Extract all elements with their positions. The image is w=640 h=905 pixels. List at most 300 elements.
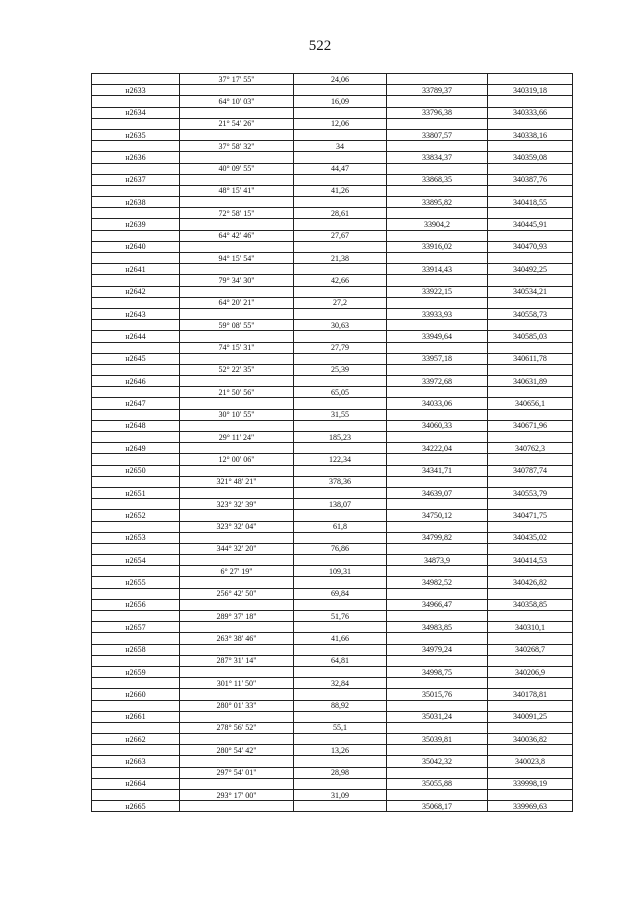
segment-row	[92, 476, 573, 487]
direction-angle-cell	[180, 555, 294, 566]
segment-length-cell	[294, 689, 387, 700]
point-cell	[92, 141, 180, 152]
x-coordinate-cell: 34639,07	[387, 487, 488, 498]
point-cell: н2634	[92, 107, 180, 118]
point-cell	[92, 297, 180, 308]
point-cell	[92, 521, 180, 532]
point-cell	[92, 700, 180, 711]
segment-length-cell: 24,06	[294, 74, 387, 85]
segment-length-cell: 27,67	[294, 230, 387, 241]
direction-angle-cell	[180, 85, 294, 96]
segment-row	[92, 387, 573, 398]
x-coordinate-cell	[387, 678, 488, 689]
y-coordinate-cell: 340470,93	[488, 241, 573, 252]
direction-angle-cell	[180, 801, 294, 812]
direction-angle-cell: 301° 11' 50"	[180, 678, 294, 689]
direction-angle-cell	[180, 129, 294, 140]
x-coordinate-cell: 34983,85	[387, 622, 488, 633]
segment-length-cell: 55,1	[294, 722, 387, 733]
x-coordinate-cell	[387, 297, 488, 308]
segment-row	[92, 118, 573, 129]
segment-length-cell: 42,66	[294, 275, 387, 286]
y-coordinate-cell	[488, 700, 573, 711]
segment-length-cell	[294, 443, 387, 454]
x-coordinate-cell: 35042,32	[387, 756, 488, 767]
point-row	[92, 443, 573, 454]
direction-angle-cell: 64° 42' 46"	[180, 230, 294, 241]
segment-length-cell	[294, 331, 387, 342]
direction-angle-cell	[180, 778, 294, 789]
x-coordinate-cell	[387, 387, 488, 398]
point-row	[92, 129, 573, 140]
point-row	[92, 555, 573, 566]
point-cell: н2644	[92, 331, 180, 342]
direction-angle-cell	[180, 286, 294, 297]
segment-row	[92, 543, 573, 554]
direction-angle-cell: 280° 54' 42"	[180, 745, 294, 756]
point-cell: н2663	[92, 756, 180, 767]
point-cell	[92, 611, 180, 622]
segment-length-cell: 34	[294, 141, 387, 152]
direction-angle-cell: 40° 09' 55"	[180, 163, 294, 174]
segment-length-cell	[294, 376, 387, 387]
direction-angle-cell: 323° 32' 39"	[180, 499, 294, 510]
direction-angle-cell: 59° 08' 55"	[180, 320, 294, 331]
point-cell	[92, 185, 180, 196]
segment-row	[92, 409, 573, 420]
y-coordinate-cell: 340319,18	[488, 85, 573, 96]
y-coordinate-cell	[488, 230, 573, 241]
segment-row	[92, 499, 573, 510]
segment-length-cell: 185,23	[294, 432, 387, 443]
point-cell	[92, 409, 180, 420]
point-cell	[92, 432, 180, 443]
direction-angle-cell	[180, 666, 294, 677]
point-row	[92, 689, 573, 700]
direction-angle-cell	[180, 331, 294, 342]
y-coordinate-cell	[488, 611, 573, 622]
y-coordinate-cell	[488, 633, 573, 644]
direction-angle-cell	[180, 622, 294, 633]
point-cell: н2665	[92, 801, 180, 812]
segment-length-cell	[294, 107, 387, 118]
x-coordinate-cell	[387, 521, 488, 532]
point-cell	[92, 96, 180, 107]
y-coordinate-cell: 340414,53	[488, 555, 573, 566]
point-row	[92, 532, 573, 543]
point-row	[92, 711, 573, 722]
segment-row	[92, 432, 573, 443]
direction-angle-cell: 21° 50' 56"	[180, 387, 294, 398]
coordinates-table-body	[92, 74, 573, 812]
segment-row	[92, 364, 573, 375]
point-row	[92, 85, 573, 96]
point-cell	[92, 476, 180, 487]
direction-angle-cell	[180, 756, 294, 767]
point-row	[92, 644, 573, 655]
direction-angle-cell	[180, 599, 294, 610]
y-coordinate-cell: 340206,9	[488, 666, 573, 677]
y-coordinate-cell: 340310,1	[488, 622, 573, 633]
point-row	[92, 778, 573, 789]
y-coordinate-cell: 340435,02	[488, 532, 573, 543]
point-cell: н2640	[92, 241, 180, 252]
y-coordinate-cell	[488, 141, 573, 152]
segment-length-cell	[294, 129, 387, 140]
point-cell	[92, 342, 180, 353]
point-cell	[92, 655, 180, 666]
point-cell	[92, 633, 180, 644]
segment-row	[92, 611, 573, 622]
point-row	[92, 152, 573, 163]
point-cell	[92, 387, 180, 398]
page-number: 522	[308, 38, 332, 54]
y-coordinate-cell: 340787,74	[488, 465, 573, 476]
y-coordinate-cell: 340418,55	[488, 197, 573, 208]
point-row	[92, 107, 573, 118]
y-coordinate-cell	[488, 387, 573, 398]
y-coordinate-cell	[488, 521, 573, 532]
y-coordinate-cell	[488, 790, 573, 801]
segment-row	[92, 790, 573, 801]
x-coordinate-cell: 33957,18	[387, 353, 488, 364]
point-row	[92, 376, 573, 387]
segment-row	[92, 633, 573, 644]
point-cell	[92, 588, 180, 599]
point-cell: н2661	[92, 711, 180, 722]
y-coordinate-cell	[488, 185, 573, 196]
x-coordinate-cell	[387, 566, 488, 577]
x-coordinate-cell	[387, 342, 488, 353]
point-cell: н2652	[92, 510, 180, 521]
segment-length-cell	[294, 644, 387, 655]
segment-length-cell	[294, 420, 387, 431]
x-coordinate-cell	[387, 700, 488, 711]
point-cell	[92, 499, 180, 510]
y-coordinate-cell: 340492,25	[488, 264, 573, 275]
point-cell: н2660	[92, 689, 180, 700]
segment-row	[92, 454, 573, 465]
point-cell	[92, 722, 180, 733]
segment-length-cell: 27,79	[294, 342, 387, 353]
x-coordinate-cell	[387, 655, 488, 666]
y-coordinate-cell: 340534,21	[488, 286, 573, 297]
x-coordinate-cell: 34998,75	[387, 666, 488, 677]
direction-angle-cell: 293° 17' 00"	[180, 790, 294, 801]
y-coordinate-cell: 340358,85	[488, 599, 573, 610]
point-row	[92, 487, 573, 498]
y-coordinate-cell: 340333,66	[488, 107, 573, 118]
segment-length-cell	[294, 734, 387, 745]
y-coordinate-cell: 340471,75	[488, 510, 573, 521]
direction-angle-cell	[180, 644, 294, 655]
segment-row	[92, 655, 573, 666]
point-row	[92, 331, 573, 342]
x-coordinate-cell	[387, 208, 488, 219]
x-coordinate-cell	[387, 722, 488, 733]
x-coordinate-cell: 33834,37	[387, 152, 488, 163]
y-coordinate-cell	[488, 409, 573, 420]
y-coordinate-cell	[488, 253, 573, 264]
direction-angle-cell	[180, 152, 294, 163]
x-coordinate-cell	[387, 320, 488, 331]
point-cell: н2656	[92, 599, 180, 610]
y-coordinate-cell: 340359,08	[488, 152, 573, 163]
point-cell: н2651	[92, 487, 180, 498]
direction-angle-cell	[180, 308, 294, 319]
direction-angle-cell	[180, 197, 294, 208]
point-cell: н2639	[92, 219, 180, 230]
point-cell	[92, 767, 180, 778]
x-coordinate-cell	[387, 185, 488, 196]
y-coordinate-cell	[488, 499, 573, 510]
y-coordinate-cell: 340611,78	[488, 353, 573, 364]
segment-row	[92, 700, 573, 711]
point-row	[92, 801, 573, 812]
direction-angle-cell: 278° 56' 52"	[180, 722, 294, 733]
point-row	[92, 577, 573, 588]
direction-angle-cell: 30° 10' 55"	[180, 409, 294, 420]
y-coordinate-cell	[488, 163, 573, 174]
y-coordinate-cell: 340553,79	[488, 487, 573, 498]
direction-angle-cell	[180, 264, 294, 275]
segment-row	[92, 767, 573, 778]
x-coordinate-cell: 33868,35	[387, 174, 488, 185]
point-cell: н2638	[92, 197, 180, 208]
segment-length-cell: 27,2	[294, 297, 387, 308]
segment-length-cell: 25,39	[294, 364, 387, 375]
point-cell	[92, 208, 180, 219]
point-cell	[92, 678, 180, 689]
point-row	[92, 465, 573, 476]
point-row	[92, 197, 573, 208]
segment-length-cell: 378,36	[294, 476, 387, 487]
point-cell	[92, 320, 180, 331]
point-cell	[92, 566, 180, 577]
x-coordinate-cell: 35039,81	[387, 734, 488, 745]
y-coordinate-cell	[488, 655, 573, 666]
x-coordinate-cell: 34966,47	[387, 599, 488, 610]
direction-angle-cell	[180, 107, 294, 118]
segment-row	[92, 96, 573, 107]
segment-length-cell	[294, 577, 387, 588]
segment-length-cell	[294, 264, 387, 275]
y-coordinate-cell: 340091,25	[488, 711, 573, 722]
direction-angle-cell: 72° 58' 15"	[180, 208, 294, 219]
y-coordinate-cell: 340268,7	[488, 644, 573, 655]
y-coordinate-cell: 340338,16	[488, 129, 573, 140]
point-cell	[92, 118, 180, 129]
y-coordinate-cell	[488, 320, 573, 331]
direction-angle-cell: 12° 00' 06"	[180, 454, 294, 465]
point-row	[92, 756, 573, 767]
point-row	[92, 308, 573, 319]
x-coordinate-cell: 33916,02	[387, 241, 488, 252]
segment-length-cell	[294, 219, 387, 230]
y-coordinate-cell: 339969,63	[488, 801, 573, 812]
y-coordinate-cell: 340762,3	[488, 443, 573, 454]
x-coordinate-cell: 35068,17	[387, 801, 488, 812]
x-coordinate-cell: 35031,24	[387, 711, 488, 722]
direction-angle-cell	[180, 241, 294, 252]
point-cell: н2633	[92, 85, 180, 96]
point-cell	[92, 790, 180, 801]
segment-length-cell: 44,47	[294, 163, 387, 174]
direction-angle-cell: 344° 32' 20"	[180, 543, 294, 554]
y-coordinate-cell: 340426,82	[488, 577, 573, 588]
direction-angle-cell: 297° 54' 01"	[180, 767, 294, 778]
direction-angle-cell: 256° 42' 50"	[180, 588, 294, 599]
segment-length-cell	[294, 778, 387, 789]
segment-length-cell: 16,09	[294, 96, 387, 107]
x-coordinate-cell: 33789,37	[387, 85, 488, 96]
direction-angle-cell: 29° 11' 24"	[180, 432, 294, 443]
x-coordinate-cell	[387, 790, 488, 801]
point-cell: н2641	[92, 264, 180, 275]
x-coordinate-cell	[387, 588, 488, 599]
point-cell: н2654	[92, 555, 180, 566]
direction-angle-cell	[180, 532, 294, 543]
x-coordinate-cell: 33807,57	[387, 129, 488, 140]
point-row	[92, 622, 573, 633]
x-coordinate-cell	[387, 409, 488, 420]
direction-angle-cell: 280° 01' 33"	[180, 700, 294, 711]
direction-angle-cell: 37° 17' 55"	[180, 74, 294, 85]
direction-angle-cell	[180, 510, 294, 521]
segment-length-cell: 138,07	[294, 499, 387, 510]
y-coordinate-cell: 340671,96	[488, 420, 573, 431]
point-cell: н2645	[92, 353, 180, 364]
segment-length-cell: 65,05	[294, 387, 387, 398]
point-row	[92, 510, 573, 521]
segment-length-cell: 122,34	[294, 454, 387, 465]
x-coordinate-cell: 33904,2	[387, 219, 488, 230]
y-coordinate-cell	[488, 767, 573, 778]
x-coordinate-cell	[387, 476, 488, 487]
point-cell: н2635	[92, 129, 180, 140]
segment-row	[92, 253, 573, 264]
direction-angle-cell: 48° 15' 41"	[180, 185, 294, 196]
y-coordinate-cell: 340585,03	[488, 331, 573, 342]
coordinates-table	[91, 73, 573, 812]
y-coordinate-cell: 340178,81	[488, 689, 573, 700]
y-coordinate-cell	[488, 476, 573, 487]
segment-length-cell	[294, 398, 387, 409]
direction-angle-cell	[180, 353, 294, 364]
segment-length-cell: 41,66	[294, 633, 387, 644]
direction-angle-cell: 64° 10' 03"	[180, 96, 294, 107]
direction-angle-cell	[180, 487, 294, 498]
segment-length-cell	[294, 622, 387, 633]
x-coordinate-cell	[387, 163, 488, 174]
y-coordinate-cell: 339998,19	[488, 778, 573, 789]
x-coordinate-cell: 34341,71	[387, 465, 488, 476]
y-coordinate-cell	[488, 364, 573, 375]
x-coordinate-cell	[387, 454, 488, 465]
y-coordinate-cell	[488, 432, 573, 443]
segment-length-cell: 21,38	[294, 253, 387, 264]
segment-row	[92, 342, 573, 353]
point-cell	[92, 364, 180, 375]
x-coordinate-cell	[387, 611, 488, 622]
direction-angle-cell	[180, 174, 294, 185]
x-coordinate-cell	[387, 275, 488, 286]
direction-angle-cell	[180, 443, 294, 454]
point-cell: н2643	[92, 308, 180, 319]
x-coordinate-cell: 34799,82	[387, 532, 488, 543]
y-coordinate-cell: 340558,73	[488, 308, 573, 319]
point-cell	[92, 230, 180, 241]
x-coordinate-cell: 35055,88	[387, 778, 488, 789]
x-coordinate-cell	[387, 499, 488, 510]
x-coordinate-cell: 33972,68	[387, 376, 488, 387]
segment-row	[92, 521, 573, 532]
point-row	[92, 241, 573, 252]
point-cell: н2642	[92, 286, 180, 297]
direction-angle-cell: 52° 22' 35"	[180, 364, 294, 375]
y-coordinate-cell	[488, 118, 573, 129]
direction-angle-cell: 263° 38' 46"	[180, 633, 294, 644]
point-row	[92, 219, 573, 230]
segment-length-cell	[294, 353, 387, 364]
segment-row	[92, 588, 573, 599]
point-cell: н2655	[92, 577, 180, 588]
segment-length-cell: 31,09	[294, 790, 387, 801]
point-cell: н2647	[92, 398, 180, 409]
point-cell	[92, 74, 180, 85]
y-coordinate-cell	[488, 722, 573, 733]
x-coordinate-cell	[387, 230, 488, 241]
y-coordinate-cell	[488, 566, 573, 577]
y-coordinate-cell: 340023,8	[488, 756, 573, 767]
x-coordinate-cell: 34750,12	[387, 510, 488, 521]
direction-angle-cell: 6° 27' 19"	[180, 566, 294, 577]
segment-length-cell	[294, 197, 387, 208]
y-coordinate-cell	[488, 543, 573, 554]
direction-angle-cell: 287° 31' 14"	[180, 655, 294, 666]
y-coordinate-cell	[488, 745, 573, 756]
direction-angle-cell: 37° 58' 32"	[180, 141, 294, 152]
point-cell: н2650	[92, 465, 180, 476]
segment-length-cell: 13,26	[294, 745, 387, 756]
y-coordinate-cell	[488, 96, 573, 107]
y-coordinate-cell: 340631,89	[488, 376, 573, 387]
segment-length-cell: 28,98	[294, 767, 387, 778]
x-coordinate-cell: 34979,24	[387, 644, 488, 655]
segment-row	[92, 74, 573, 85]
direction-angle-cell	[180, 734, 294, 745]
segment-length-cell: 69,84	[294, 588, 387, 599]
x-coordinate-cell	[387, 364, 488, 375]
segment-row	[92, 320, 573, 331]
point-row	[92, 666, 573, 677]
y-coordinate-cell	[488, 342, 573, 353]
point-cell: н2637	[92, 174, 180, 185]
segment-length-cell: 30,63	[294, 320, 387, 331]
segment-length-cell	[294, 241, 387, 252]
direction-angle-cell: 323° 32' 04"	[180, 521, 294, 532]
point-cell: н2664	[92, 778, 180, 789]
point-cell	[92, 275, 180, 286]
y-coordinate-cell	[488, 454, 573, 465]
x-coordinate-cell: 33895,82	[387, 197, 488, 208]
y-coordinate-cell	[488, 297, 573, 308]
segment-length-cell: 12,06	[294, 118, 387, 129]
direction-angle-cell	[180, 689, 294, 700]
segment-length-cell: 64,81	[294, 655, 387, 666]
segment-length-cell	[294, 510, 387, 521]
segment-length-cell	[294, 756, 387, 767]
